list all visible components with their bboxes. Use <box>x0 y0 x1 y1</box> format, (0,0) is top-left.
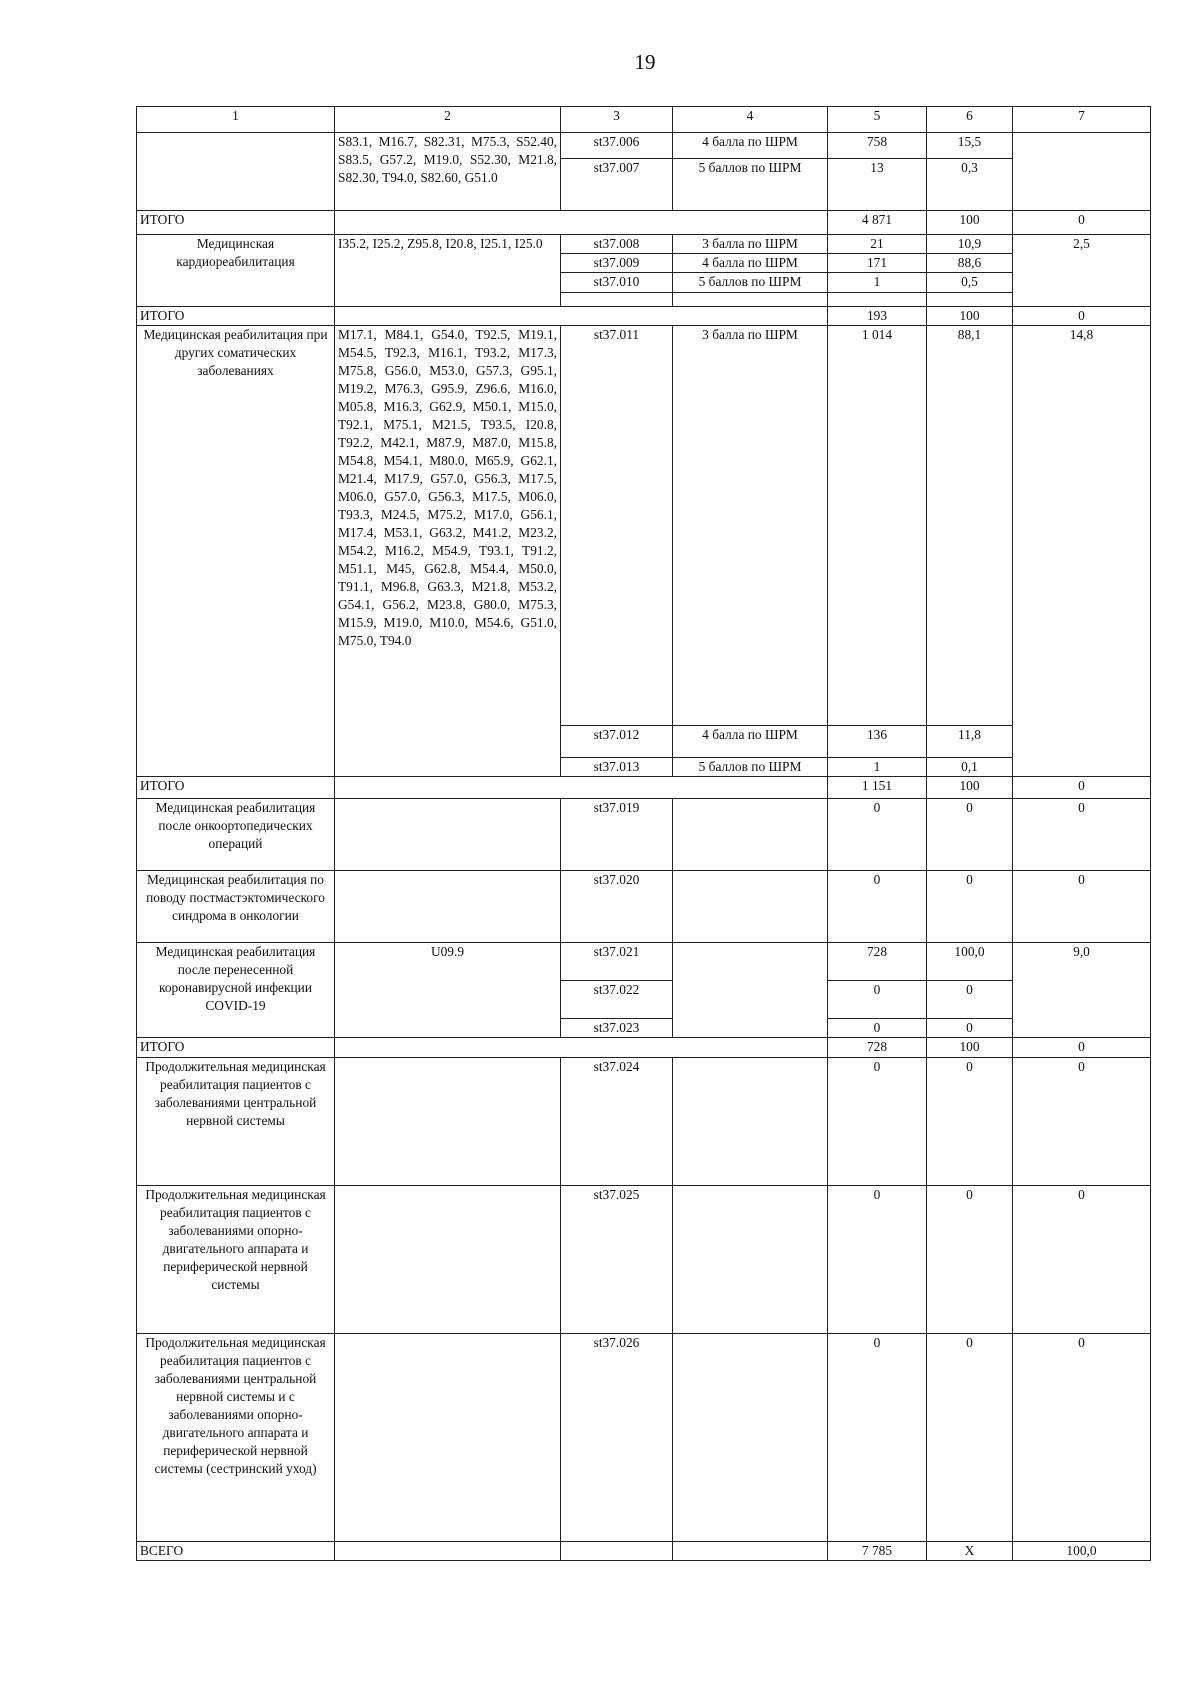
ksg-code: st37.008 <box>561 235 673 254</box>
case-count: 0 <box>828 1334 927 1542</box>
diagnosis-codes <box>335 799 561 871</box>
column-7-value: 0 <box>1013 871 1151 943</box>
total-label: ИТОГО <box>137 307 335 326</box>
empty-cell <box>673 293 828 307</box>
score-label: 5 баллов по ШРМ <box>673 273 828 293</box>
share-value: 0,5 <box>927 273 1013 293</box>
score-label <box>673 1186 828 1334</box>
case-count: 0 <box>828 871 927 943</box>
ksg-code: st37.021 <box>561 943 673 981</box>
ksg-code: st37.026 <box>561 1334 673 1542</box>
share-value: 0 <box>927 1334 1013 1542</box>
column-7-value: 0 <box>1013 799 1151 871</box>
total-label: ИТОГО <box>137 211 335 235</box>
ksg-code: st37.023 <box>561 1019 673 1038</box>
diagnosis-codes: S83.1, M16.7, S82.31, M75.3, S52.40, S83.5, G57.2, M19.0, S52.30, M21.8, S82.30, T94.0, S82.60, G51.0 <box>335 133 561 211</box>
share-value: 0 <box>927 799 1013 871</box>
grand-total-count: 7 785 <box>828 1542 927 1561</box>
diagnosis-codes: U09.9 <box>335 943 561 1038</box>
column-7-value: 0 <box>1013 1334 1151 1542</box>
ksg-code: st37.011 <box>561 326 673 726</box>
score-label <box>673 871 828 943</box>
case-count: 1 <box>828 273 927 293</box>
score-label <box>673 1058 828 1186</box>
ksg-code: st37.012 <box>561 726 673 758</box>
share-value: 11,8 <box>927 726 1013 758</box>
group-name-cell: Продолжительная медицинская реабилитация пациентов с заболеваниями центральной нервной системы <box>137 1058 335 1186</box>
case-count: 0 <box>828 981 927 1019</box>
empty-cell <box>335 1542 561 1561</box>
total-blank <box>335 307 828 326</box>
table-row <box>137 799 1151 871</box>
group-name-cell <box>137 133 335 211</box>
total-row <box>137 777 1151 799</box>
case-count: 0 <box>828 1019 927 1038</box>
total-column-7: 0 <box>1013 211 1151 235</box>
score-label <box>673 799 828 871</box>
column-7-value: 0 <box>1013 1058 1151 1186</box>
grand-total-share: X <box>927 1542 1013 1561</box>
ksg-code: st37.020 <box>561 871 673 943</box>
total-label: ИТОГО <box>137 777 335 799</box>
total-blank <box>335 1038 828 1058</box>
score-label <box>673 943 828 1038</box>
score-label: 3 балла по ШРМ <box>673 326 828 726</box>
total-count: 4 871 <box>828 211 927 235</box>
group-name-cell: Медицинская реабилитация после перенесенной коронавирусной инфекции COVID-19 <box>137 943 335 1038</box>
ksg-code: st37.024 <box>561 1058 673 1186</box>
table-row <box>137 235 1151 254</box>
header-col-7: 7 <box>1013 107 1151 133</box>
total-share: 100 <box>927 307 1013 326</box>
score-label <box>673 1334 828 1542</box>
table-row <box>137 133 1151 159</box>
column-7-value: 2,5 <box>1013 235 1151 307</box>
ksg-code: st37.009 <box>561 254 673 273</box>
diagnosis-codes: I35.2, I25.2, Z95.8, I20.8, I25.1, I25.0 <box>335 235 561 307</box>
case-count: 1 <box>828 758 927 777</box>
empty-cell <box>561 293 673 307</box>
header-col-6: 6 <box>927 107 1013 133</box>
total-column-7: 0 <box>1013 1038 1151 1058</box>
ksg-code: st37.010 <box>561 273 673 293</box>
case-count: 1 014 <box>828 326 927 726</box>
case-count: 758 <box>828 133 927 159</box>
column-7-value: 0 <box>1013 1186 1151 1334</box>
share-value: 100,0 <box>927 943 1013 981</box>
empty-cell <box>673 1542 828 1561</box>
share-value: 88,6 <box>927 254 1013 273</box>
grand-total-label: ВСЕГО <box>137 1542 335 1561</box>
total-share: 100 <box>927 211 1013 235</box>
diagnosis-codes: M17.1, M84.1, G54.0, T92.5, M19.1, M54.5, T92.3, M16.1, T93.2, M17.3, M75.8, G56.0, M53.0, G57.3, G95.1, M19.2, M76.3, G95.9, Z96.6, M16.0, M05.8, M16.3, G62.9, M50.1, M15.0, T92.1, M75.1, M21.5, T93.5, I20.8, T92.2, M42.1, M87.9, M87.0, M15.8, M54.8, M54.1, M80.0, M65.9, G62.1, M21.4, M17.9, G57.0, G56.3, M17.5, M06.0, G57.0, G56.3, M17.5, M06.0, T93.3, M24.5, M75.2, M17.0, G56.1, M17.4, M53.1, G63.2, M41.2, M23.2, M54.2, M16.2, M54.9, T93.1, T91.2, M51.1, M45, G62.8, M54.4, M50.0, T91.1, M96.8, G63.3, M21.8, M53.2, G54.1, G56.2, M23.8, G80.0, M75.3, M15.9, M19.0, M10.0, M54.6, G51.0, M75.0, T94.0 <box>335 326 561 777</box>
share-value: 0 <box>927 871 1013 943</box>
group-name-cell: Продолжительная медицинская реабилитация пациентов с заболеваниями центральной нервной системы и с заболеваниями опорно-двигательного аппарата и периферической нервной системы (сестринский уход) <box>137 1334 335 1542</box>
share-value: 15,5 <box>927 133 1013 159</box>
group-name-cell: Медицинская кардиореабилитация <box>137 235 335 307</box>
total-count: 193 <box>828 307 927 326</box>
page-number: 19 <box>634 50 656 74</box>
total-label: ИТОГО <box>137 1038 335 1058</box>
share-value: 88,1 <box>927 326 1013 726</box>
diagnosis-codes <box>335 871 561 943</box>
score-label: 3 балла по ШРМ <box>673 235 828 254</box>
share-value: 10,9 <box>927 235 1013 254</box>
total-column-7: 0 <box>1013 777 1151 799</box>
column-7-value <box>1013 133 1151 211</box>
score-label: 4 балла по ШРМ <box>673 726 828 758</box>
share-value: 0,3 <box>927 159 1013 211</box>
case-count: 21 <box>828 235 927 254</box>
total-count: 1 151 <box>828 777 927 799</box>
case-count: 136 <box>828 726 927 758</box>
share-value: 0 <box>927 1058 1013 1186</box>
table-row <box>137 871 1151 943</box>
total-row <box>137 211 1151 235</box>
column-7-value: 14,8 <box>1013 326 1151 777</box>
total-share: 100 <box>927 777 1013 799</box>
share-value: 0 <box>927 1186 1013 1334</box>
diagnosis-codes <box>335 1334 561 1542</box>
header-row <box>137 107 1151 133</box>
score-label: 5 баллов по ШРМ <box>673 758 828 777</box>
diagnosis-codes <box>335 1186 561 1334</box>
table-row <box>137 326 1151 726</box>
table-row <box>137 943 1151 981</box>
case-count: 171 <box>828 254 927 273</box>
table-row <box>137 1058 1151 1186</box>
score-label: 4 балла по ШРМ <box>673 133 828 159</box>
total-count: 728 <box>828 1038 927 1058</box>
diagnosis-codes <box>335 1058 561 1186</box>
empty-cell <box>927 293 1013 307</box>
table-row <box>137 1186 1151 1334</box>
group-name-cell: Медицинская реабилитация по поводу постмастэктомического синдрома в онкологии <box>137 871 335 943</box>
case-count: 13 <box>828 159 927 211</box>
score-label: 5 баллов по ШРМ <box>673 159 828 211</box>
ksg-code: st37.025 <box>561 1186 673 1334</box>
header-col-5: 5 <box>828 107 927 133</box>
share-value: 0 <box>927 1019 1013 1038</box>
share-value: 0,1 <box>927 758 1013 777</box>
ksg-code: st37.006 <box>561 133 673 159</box>
case-count: 0 <box>828 799 927 871</box>
ksg-code: st37.013 <box>561 758 673 777</box>
total-row <box>137 1038 1151 1058</box>
group-name-cell: Медицинская реабилитация при других соматических заболеваниях <box>137 326 335 777</box>
score-label: 4 балла по ШРМ <box>673 254 828 273</box>
case-count: 728 <box>828 943 927 981</box>
header-col-4: 4 <box>673 107 828 133</box>
total-blank <box>335 211 828 235</box>
statistics-table <box>136 106 1151 1561</box>
case-count: 0 <box>828 1058 927 1186</box>
total-share: 100 <box>927 1038 1013 1058</box>
grand-total-row <box>137 1542 1151 1561</box>
empty-cell <box>828 293 927 307</box>
column-7-value: 9,0 <box>1013 943 1151 1038</box>
header-col-2: 2 <box>335 107 561 133</box>
grand-total-column-7: 100,0 <box>1013 1542 1151 1561</box>
header-col-1: 1 <box>137 107 335 133</box>
case-count: 0 <box>828 1186 927 1334</box>
group-name-cell: Продолжительная медицинская реабилитация пациентов с заболеваниями опорно-двигательного аппарата и периферической нервной системы <box>137 1186 335 1334</box>
total-column-7: 0 <box>1013 307 1151 326</box>
share-value: 0 <box>927 981 1013 1019</box>
ksg-code: st37.022 <box>561 981 673 1019</box>
group-name-cell: Медицинская реабилитация после онкоортопедических операций <box>137 799 335 871</box>
ksg-code: st37.019 <box>561 799 673 871</box>
header-col-3: 3 <box>561 107 673 133</box>
total-row <box>137 307 1151 326</box>
empty-cell <box>561 1542 673 1561</box>
table-row <box>137 1334 1151 1542</box>
total-blank <box>335 777 828 799</box>
ksg-code: st37.007 <box>561 159 673 211</box>
